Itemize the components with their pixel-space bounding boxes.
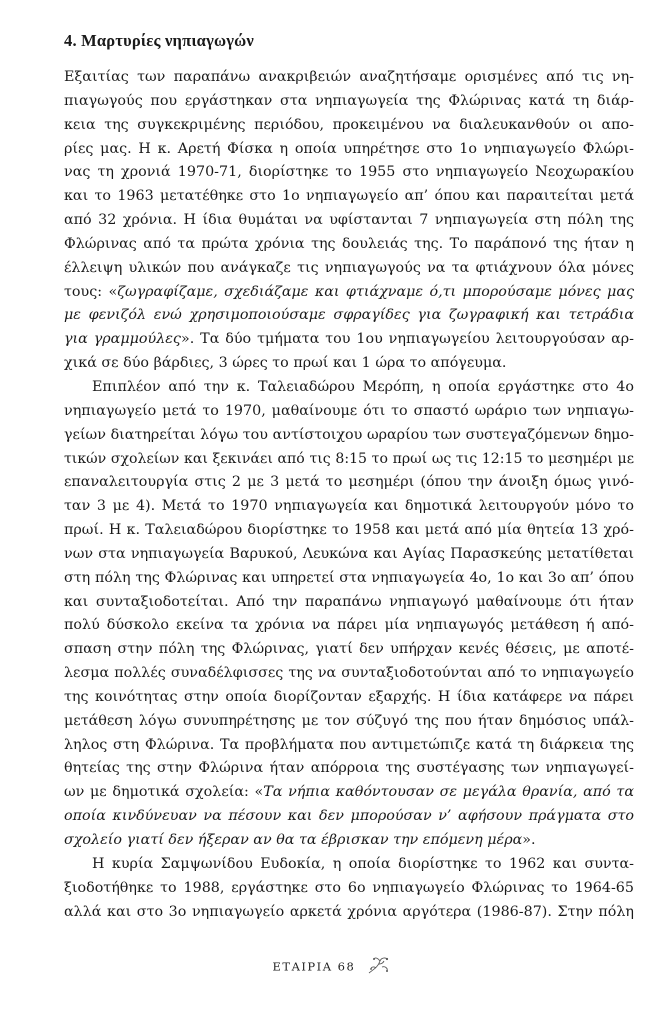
text-line — [64, 352, 634, 376]
text-run: ρίες μας. Η κ. Αρετή Φίσκα η οποία υπηρέτησε στο 1ο νηπιαγωγείο Φλώρι- — [64, 140, 634, 157]
text-line — [64, 877, 634, 901]
text-line — [64, 304, 634, 328]
footer-label: ΕΤΑΙΡΙΑ — [272, 959, 333, 974]
italic-quote-run: οποία κινδύνευαν να πέσουν και δεν μπορούσαν ν’ αφήσουν πράγματα στο — [64, 808, 634, 825]
text-line — [64, 328, 634, 352]
text-run: τους: « — [64, 283, 118, 300]
text-line — [64, 591, 634, 615]
text-run: νηπιαγωγείο μετά το 1970, μαθαίνουμε ότι το σπαστό ωράριο των νηπιαγω- — [64, 402, 634, 419]
text-run: πολύ δύσκολο εκείνα τα χρόνια να πάρει μία νηπιαγωγός μετάθεση ή από- — [64, 617, 634, 634]
page-footer — [0, 955, 665, 980]
text-run: μετάθεση λόγω συνυπηρέτησης με τον σύζυγό της που ήταν δημόσιος υπάλ- — [64, 712, 634, 729]
text-run: έλλειψη υλικών που ανάγκαζε τις νηπιαγωγούς να τα φτιάχνουν όλα μόνες — [64, 259, 634, 276]
text-line — [64, 567, 634, 591]
text-line — [64, 114, 634, 138]
text-line — [64, 519, 634, 543]
text-line — [64, 901, 634, 925]
text-line — [64, 448, 634, 472]
text-run: ων με δημοτικά σχολεία: « — [64, 784, 264, 801]
floral-ornament-icon — [366, 955, 392, 980]
text-run: στη πόλη της Φλώρινας και υπηρετεί στα νηπιαγωγεία 4ο, 1ο και 3ο απ’ όπου — [64, 569, 634, 586]
text-line — [64, 781, 634, 805]
text-line — [64, 495, 634, 519]
text-run: νας τη χρονιά 1970-71, διορίστηκε το 1955 στο νηπιαγωγείο Νεοχωρακίου — [64, 164, 634, 181]
text-line — [64, 805, 634, 829]
text-run: Επιπλέον από την κ. Ταλειαδώρου Μερόπη, η οποία εργάστηκε στο 4ο — [92, 378, 634, 395]
text-run: από 32 χρόνια. Η ίδια θυμάται να υφίστανται 7 νηπιαγωγεία στη πόλη της — [64, 212, 634, 229]
text-run: λεσμα πολλές συναδέλφισσες της να συνταξιοδοτούνται από το νηπιαγωγείο — [64, 665, 634, 682]
page-body — [64, 30, 634, 924]
text-line — [64, 161, 634, 185]
italic-quote-run: για γραμμούλες — [64, 331, 181, 348]
text-line — [64, 185, 634, 209]
text-run: πιαγωγούς που εργάστηκαν στα νηπιαγωγεία της Φλώρινας κατά τη διάρ- — [64, 92, 634, 109]
text-run: ξιοδοτήθηκε το 1988, εργάστηκε στο 6ο νηπιαγωγείο Φλώρινας το 1964-65 — [64, 879, 634, 896]
text-line — [64, 424, 634, 448]
text-line — [64, 662, 634, 686]
text-line — [64, 471, 634, 495]
text-run: και το 1963 μετατέθηκε στο 1ο νηπιαγωγείο απ’ όπου και παραιτείται μετά — [64, 188, 634, 205]
text-line — [64, 614, 634, 638]
text-run: και συνταξιοδοτείται. Από την παραπάνω νηπιαγωγό μαθαίνουμε ότι ήταν — [64, 593, 634, 610]
text-run: θητείας της στην Φλώρινα ήταν απόρροια της συστέγασης των νηπιαγωγεί- — [64, 760, 634, 777]
text-run: Εξαιτίας των παραπάνω ανακριβειών αναζητήσαμε ορισμένες από τις νη- — [64, 69, 634, 85]
text-line — [64, 757, 634, 781]
text-run: ». Τα δύο τμήματα του 1ου νηπιαγωγείου λειτουργούσαν αρ- — [180, 331, 634, 348]
text-run: Φλώρινας από τα πρώτα χρόνια της δουλειάς της. Το παράπονό της ήταν η — [64, 235, 634, 252]
italic-quote-run: σχολείο γιατί δεν ήξεραν αν θα τα έβρισκαν την επόμενη μέρα — [64, 832, 523, 848]
text-line — [64, 233, 634, 257]
text-run: ». — [522, 832, 536, 848]
page-number: 68 — [337, 959, 356, 974]
text-line — [64, 710, 634, 734]
text-run: Η κυρία Σαμψωνίδου Ευδοκία, η οποία διορίστηκε το 1962 και συντα- — [92, 855, 634, 872]
section-heading: 4. Μαρτυρίες νηπιαγωγών — [64, 31, 254, 50]
text-line — [64, 66, 634, 90]
text-run: ληλος στη Φλώρινα. Τα προβλήματα που αντιμετώπιζε κατά τη διάρκεια της — [64, 736, 634, 753]
text-line — [64, 853, 634, 877]
text-run: σπαση στην πόλη της Φλώρινας, γιατί δεν υπήρχαν κενές θέσεις, με αποτέ- — [64, 641, 634, 658]
italic-quote-run: με φενιζόλ ενώ χρησιμοποιούσαμε σφραγίδες για ζωγραφική και τετράδια — [64, 307, 634, 324]
text-line — [64, 281, 634, 305]
text-line — [64, 376, 634, 400]
text-line — [64, 638, 634, 662]
text-run: επαναλειτουργία στις 2 με 3 μετά το μεσημέρι (όπου την άνοιξη όμως γινό- — [64, 474, 634, 491]
text-line — [64, 257, 634, 281]
text-line — [64, 734, 634, 758]
text-run: γείων διατηρείται λόγω του αντίστοιχου ωραρίου των συστεγαζόμενων δημο- — [64, 426, 634, 443]
italic-quote-run: ζωγραφίζαμε, σχεδιάζαμε και φτιάχναμε ό,τι μπορούσαμε μόνες μας — [117, 283, 634, 300]
text-line — [64, 829, 634, 853]
text-line — [64, 686, 634, 710]
text-run: πρωί. Η κ. Ταλειαδώρου διορίστηκε το 1958 και μετά από μία θητεία 13 χρό- — [64, 522, 634, 539]
text-line — [64, 138, 634, 162]
text-run: ταν 3 με 4). Μετά το 1970 νηπιαγωγεία και δημοτικά λειτουργούν μόνο το — [64, 498, 634, 515]
text-run: κεια της συγκεκριμένης περιόδου, προκειμένου να διαλευκανθούν οι απο- — [64, 116, 634, 133]
text-line — [64, 543, 634, 567]
text-line — [64, 400, 634, 424]
text-run: τικών σχολείων και ξεκινάει από τις 8:15 το πρωί ως τις 12:15 το μεσημέρι με — [64, 450, 634, 467]
body-text — [64, 66, 634, 924]
italic-quote-run: Τα νήπια καθόντουσαν σε μεγάλα θρανία, από τα — [263, 784, 634, 801]
text-run: χικά σε δύο βάρδιες, 3 ώρες το πρωί και 1 ώρα το απόγευμα. — [64, 355, 507, 372]
text-run: νων στα νηπιαγωγεία Βαρυκού, Λευκώνα και Αγίας Παρασκεύης μετατίθεται — [64, 545, 634, 562]
text-line — [64, 90, 634, 114]
text-line — [64, 209, 634, 233]
text-run: της κοινότητας στην οποία διορίζονταν εξαρχής. Η ίδια κατάφερε να πάρει — [64, 688, 634, 705]
text-run: αλλά και στο 3ο νηπιαγωγείο αρκετά χρόνια αργότερα (1986-87). Στην πόλη — [64, 903, 634, 920]
